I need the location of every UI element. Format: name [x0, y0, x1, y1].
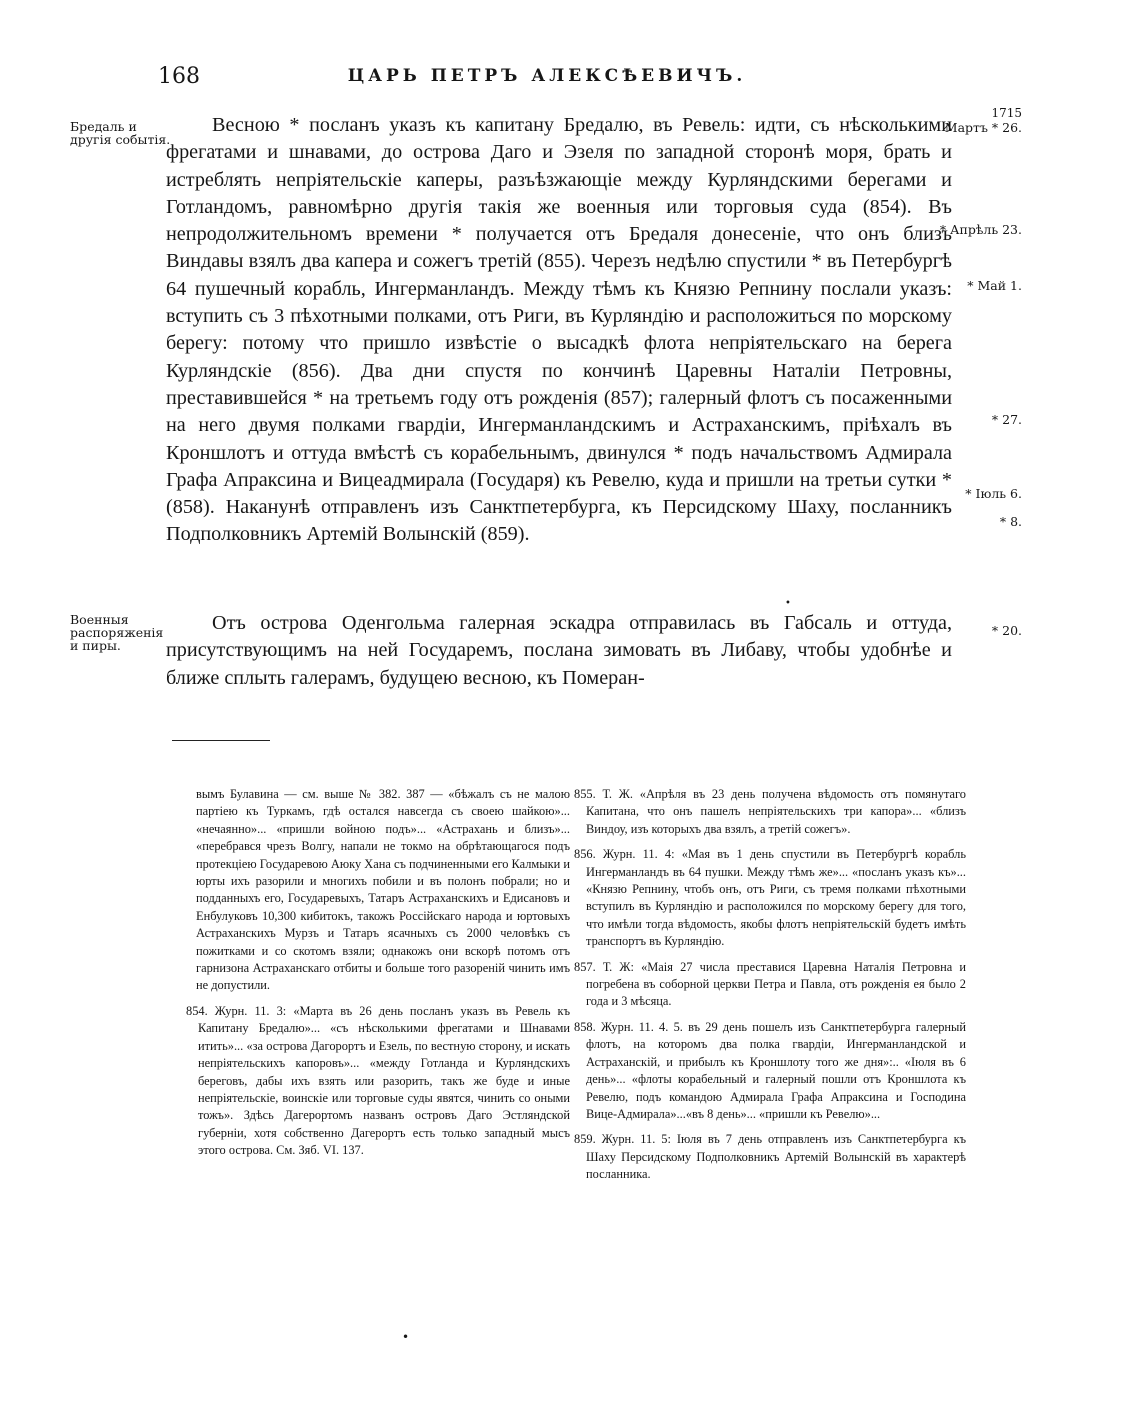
body-paragraph-2: Отъ острова Оденгольма галерная эскадра отправилась въ Габсаль и оттуда, присутствующимъ на ней Государемъ, послана зимовать въ Либаву, чтобы удобнѣе и ближе сплыть галерамъ, будущею весною, къ Померан-	[166, 612, 952, 689]
page-number: 168	[158, 64, 200, 89]
date-note-8: * 8.	[999, 514, 1022, 529]
footnote-858: 858. Журн. 11. 4. 5. въ 29 день пошелъ изъ Санктпетербурга галерный флотъ, на которомъ два полка гвардіи, Ингерманландской и Астраханскій, и прибылъ къ Кроншлоту того же дня»:.. «Іюля въ 6 день»... «флоты корабельный и галерный пошли отъ Кроншлота къ Ревелю, подъ командою Адмирала Графа Апраксина и Господина Вице-Адмирала»...«въ 8 день»... «пришли къ Ревелю»...	[574, 1019, 966, 1121]
date-note-year: 1715	[991, 106, 1022, 120]
date-note-march	[945, 106, 1022, 135]
side-note-military: Военныя распоряженія и пиры.	[70, 612, 164, 653]
footnotes-right-column	[574, 786, 966, 1192]
print-mark: •	[785, 598, 791, 609]
running-title: ЦАРЬ ПЕТРЪ АЛЕКСѢЕВИЧЪ.	[347, 66, 747, 86]
footnote-856: 856. Журн. 11. 4: «Мая въ 1 день спустили въ Петербургѣ корабль Ингерманландъ въ 64 пушки. Между тѣмъ же»... «посланъ указъ къ»... «Князю Репнину, чтобъ онъ, отъ Риги, съ тремя полками пѣхотными вступилъ въ Курляндію и расположился по морскому берегу для того, что имѣли тогда вѣдомость, якобы флотъ непріятельскій будетъ имѣть транспортъ въ Курляндію.	[574, 847, 966, 949]
date-note-july: * Іюль 6.	[965, 486, 1022, 501]
date-note-may: * Май 1.	[967, 278, 1022, 293]
footnote-854: 854. Журн. 11. 3: «Марта въ 26 день посланъ указъ въ Ревель къ Капитану Бредалю»... «съ нѣсколькими фрегатами и Шнавами итить»... «за острова Дагорортъ и Езель, по вестную сторону, и искать непріятельскихъ капоровъ»... «между Готланда и Курляндскихъ береговъ, дабы ихъ взять или разорить, такъ же буде и иные непріятельскіе, воинскіе или торговые суды явятся, чинить со оными тожъ». Здѣсь Дагерортомъ названъ островъ Даго Эстляндской губерніи, хотя собственно Дагерортъ есть только западный мысъ этого острова. См. Зяб. VI. 137.	[186, 1003, 570, 1158]
footnote-rule	[172, 740, 270, 741]
footnote-859: 859. Журн. 11. 5: Іюля въ 7 день отправленъ изъ Санктпетербурга къ Шаху Персидскому Подполковникъ Артемій Волынскій въ характерѣ посланника.	[574, 1132, 966, 1182]
print-mark-bottom: •	[402, 1330, 410, 1344]
date-note-27: * 27.	[991, 412, 1022, 427]
footnotes-left-column	[186, 786, 570, 1168]
date-note-march-text: Мартъ * 26.	[944, 120, 1022, 135]
footnote-855: 855. Т. Ж. «Апрѣля въ 23 день получена вѣдомость отъ помянутаго Капитана, что онъ пашелъ непріятельскихъ три капора»... «близъ Виндоу, изъ которыхъ два взялъ, а третій сожегъ».	[574, 787, 966, 836]
footnote-continuation: вымъ Булавина — см. выше № 382. 387 — «бѣжалъ съ не малою партіею къ Туркамъ, гдѣ остался навсегда съ своею шайкою»... «нечаянно»... «пришли войною подъ»... «Астрахань и близъ»... «перебрався чрезъ Волгу, напали не токмо на обрѣтающагося подъ протекціею Государевою Аюку Хана съ подчиненными его Калмыки и юрты ихъ разорили и многихъ побили и въ полонъ побрали; но и подданныхъ его, Государевыхъ, Татаръ Астраханскихъ и Едисановъ и Енбулуковъ 10,300 кибитокъ, такожъ Россійскаго народа и юртовыхъ Астраханскихъ Мурзъ и Татаръ ясачныхъ съ 2000 человѣкъ съ пожитками и со скотомъ взяли; однакожъ они вскорѣ потомъ отъ гарнизона Астраханскаго отбиты и больше того разореній чинить имъ не допустили.	[196, 787, 570, 993]
body-paragraph-1: Весною * посланъ указъ къ капитану Бредалю, въ Ревель: идти, съ нѣсколькими фрегатами и шнавами, до острова Даго и Эзеля по западной сторонѣ моря, брать и истреблять непріятельскіе каперы, разъѣзжающіе между Курляндскими берегами и Готландомъ, равномѣрно другія такія же военныя или торговыя суда (854). Въ непродолжительномъ времени * получается отъ Бредаля донесеніе, что онъ близъ Виндавы взялъ два капера и сожегъ третій (855). Черезъ недѣлю спустили * въ Петербургѣ 64 пушечный корабль, Ингерманландъ. Между тѣмъ къ Князю Репнину послали указъ: вступить съ 3 пѣхотными полками, отъ Риги, въ Курляндію и расположиться по морскому берегу: потому что пришло извѣстіе о высадкѣ флота непріятельскаго на берега Курляндскіе (856). Два дни спустя по кончинѣ Царевны Наталіи Петровны, преставившейся * на третьемъ году отъ рожденія (857); галерный флотъ съ посаженными на него двумя полками гвардіи, Ингерманландскимъ и Астраханскимъ, пріѣхалъ въ Кроншлотъ и оттуда вмѣстѣ съ корабельнымъ, двинулся * подъ начальствомъ Адмирала Графа Апраксина и Вицеадмирала (Государя) къ Ревелю, куда и пришли на третьи сутки * (858). Наканунѣ отправленъ изъ Санктпетербурга, къ Персидскому Шаху, посланникъ Подполковникъ Артемій Волынскій (859).	[166, 114, 952, 546]
date-note-20: * 20.	[991, 623, 1022, 638]
date-note-april: * Апрѣль 23.	[939, 222, 1022, 237]
side-note-bredal: Бредаль и другія событія.	[70, 119, 171, 147]
footnote-857: 857. Т. Ж: «Маія 27 числа преставися Царевна Наталія Петровна и погребена въ соборной церкви Петра и Павла, отъ рожденія ея было 2 года и 3 мѣсяца.	[574, 959, 966, 1009]
